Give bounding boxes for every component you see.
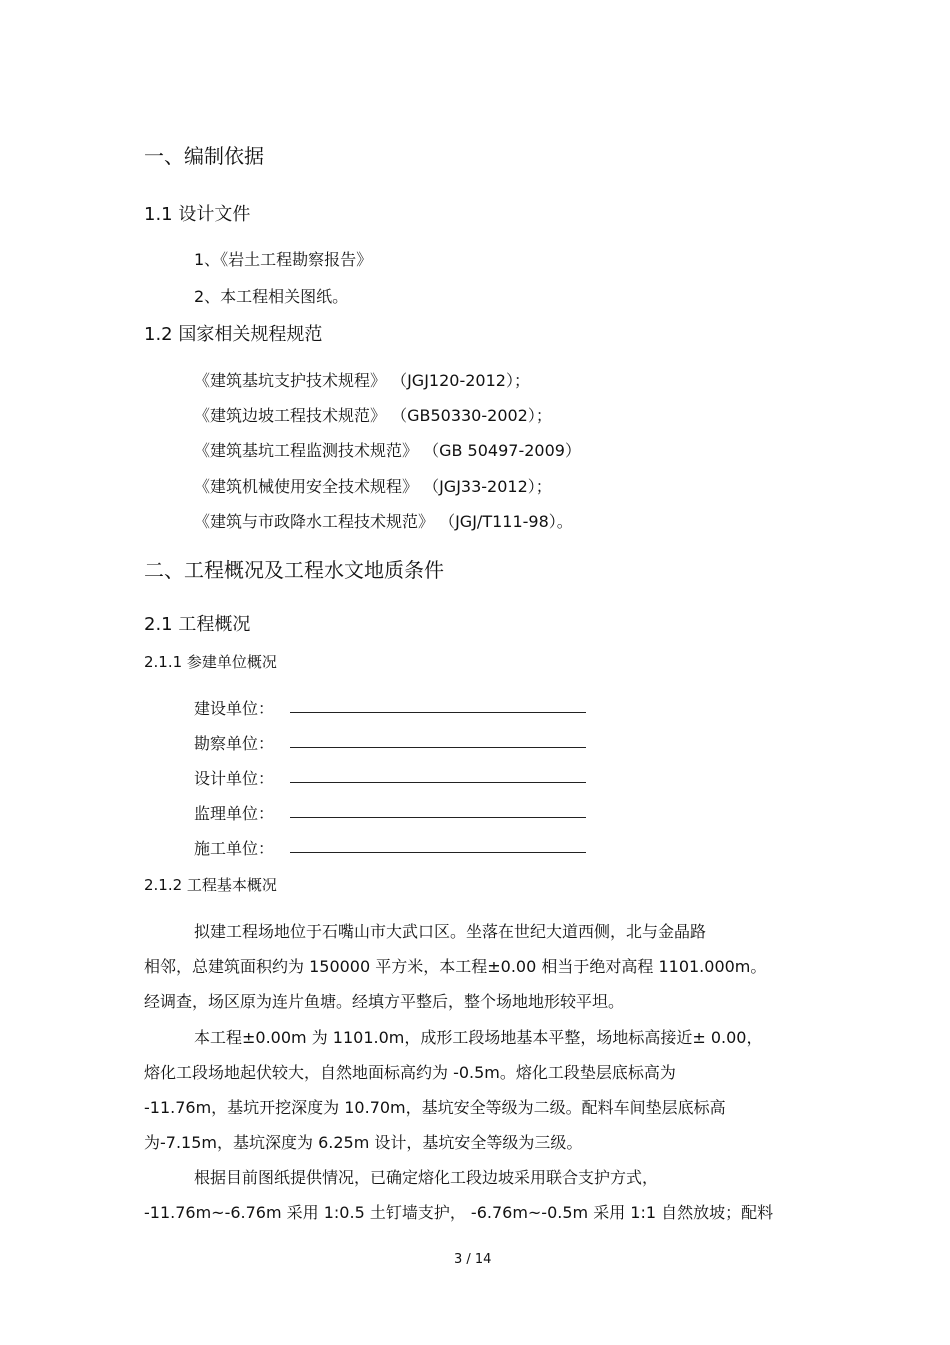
field-blank-design (290, 782, 586, 783)
standard-item: 《建筑与市政降水工程技术规范》 （JGJ/T111-98）。 (194, 512, 573, 531)
standard-item: 《建筑边坡工程技术规范》 （GB50330-2002）； (194, 406, 552, 425)
subsection-1-2-heading: 1.2 国家相关规程规范 (144, 324, 323, 345)
section-1-heading: 一、编制依据 (144, 144, 264, 168)
subsection-1-1-heading: 1.1 设计文件 (144, 204, 251, 225)
field-label-supervision: 监理单位： (194, 804, 275, 823)
field-label-design: 设计单位： (194, 769, 275, 788)
body-line: 拟建工程场地位于石嘴山市大武口区。坐落在世纪大道西侧，北与金晶路 (194, 922, 707, 941)
standard-item: 《建筑基坑支护技术规程》 （JGJ120-2012）； (194, 371, 530, 390)
standard-item: 《建筑基坑工程监测技术规范》 （GB 50497-2009） (194, 441, 581, 460)
body-line: 经调查，场区原为连片鱼塘。经填方平整后，整个场地地形较平坦。 (144, 992, 625, 1011)
field-blank-construction (290, 852, 586, 853)
design-doc-item: 1、《岩土工程勘察报告》 (194, 250, 373, 269)
subsection-2-1-2-heading: 2.1.2 工程基本概况 (144, 876, 277, 894)
field-blank-survey (290, 747, 586, 748)
body-line: 为-7.15m，基坑深度为 6.25m 设计，基坑安全等级为三级。 (144, 1133, 583, 1152)
field-label-survey: 勘察单位： (194, 734, 275, 753)
body-line: 本工程±0.00m 为 1101.0m，成形工段场地基本平整，场地标高接近± 0.00， (194, 1028, 763, 1047)
field-blank-client (290, 712, 586, 713)
body-line: 相邻，总建筑面积约为 150000 平方米，本工程±0.00 相当于绝对高程 1101.000m。 (144, 957, 767, 976)
subsection-2-1-heading: 2.1 工程概况 (144, 614, 251, 635)
section-2-heading: 二、工程概况及工程水文地质条件 (144, 558, 444, 582)
field-blank-supervision (290, 817, 586, 818)
subsection-2-1-1-heading: 2.1.1 参建单位概况 (144, 653, 277, 671)
field-label-client: 建设单位： (194, 699, 275, 718)
body-line: -11.76m~-6.76m 采用 1:0.5 土钉墙支护， -6.76m~-0.5m 采用 1:1 自然放坡；配料 (144, 1203, 774, 1222)
field-label-construction: 施工单位： (194, 839, 275, 858)
page-number: 3 / 14 (454, 1252, 492, 1267)
standard-item: 《建筑机械使用安全技术规程》 （JGJ33-2012）； (194, 477, 552, 496)
body-line: 熔化工段场地起伏较大，自然地面标高约为 -0.5m。熔化工段垫层底标高为 (144, 1063, 676, 1082)
design-doc-item: 2、本工程相关图纸。 (194, 287, 349, 306)
body-line: -11.76m，基坑开挖深度为 10.70m，基坑安全等级为二级。配料车间垫层底标高 (144, 1098, 726, 1117)
body-line: 根据目前图纸提供情况，已确定熔化工段边坡采用联合支护方式， (194, 1168, 659, 1187)
